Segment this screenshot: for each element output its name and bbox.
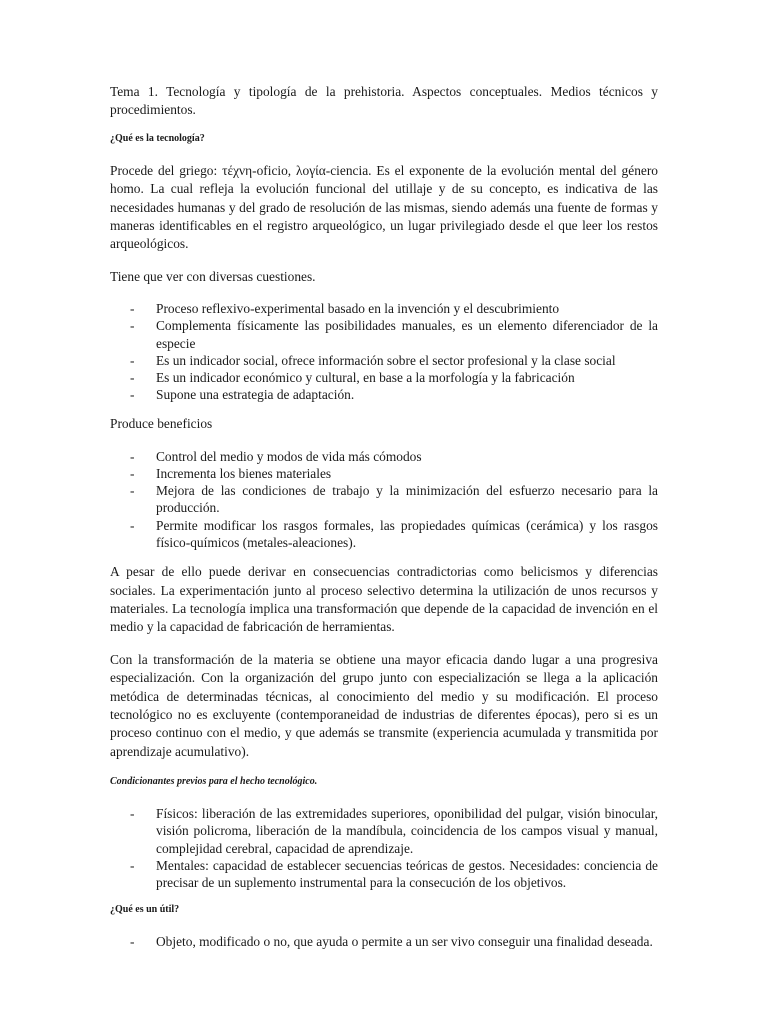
- dash-bullet: -: [130, 466, 135, 482]
- paragraph-consecuencias: A pesar de ello puede derivar en consecuencias contradictorias como belicismos y diferencias sociales. La experimentación junto al proceso selectivo determina la utilización de unos recursos y materiales. La tecnología implica una transformación que depende de la capacidad de invención en el medio y la capacidad de fabricación de herramientas.: [110, 564, 658, 635]
- dash-bullet: -: [130, 370, 135, 386]
- dash-bullet: -: [130, 301, 135, 317]
- dash-bullet: -: [130, 387, 135, 403]
- list-item: - Físicos: liberación de las extremidades superiores, oponibilidad del pulgar, visión binocular, visión policroma, liberación de la mandíbula, coincidencia de los campos visual y manual, complejidad cerebral, capacidad de aprendizaje.: [130, 806, 658, 856]
- paragraph-beneficios-label: Produce beneficios: [110, 416, 213, 432]
- dash-bullet: -: [130, 448, 135, 464]
- section-heading-tecnologia: ¿Qué es la tecnología?: [110, 132, 205, 144]
- list-item: - Es un indicador económico y cultural, en base a la morfología y la fabricación: [130, 370, 575, 386]
- list-item: - Incrementa los bienes materiales: [130, 466, 332, 482]
- document-title: Tema 1. Tecnología y tipología de la prehistoria. Aspectos conceptuales. Medios técnicos y procedimientos.: [110, 84, 658, 118]
- list-util: [110, 933, 658, 950]
- dash-bullet: -: [130, 318, 135, 334]
- paragraph-origen: Procede del griego: τέχνη-oficio, λογία-ciencia. Es el exponente de la evolución mental del género homo. La cual refleja la evolución funcional del utillaje y de su concepto, es indicativa de las necesidades humanas y del grado de resolución de las mismas, siendo además una fuente de formas y maneras identificables en el registro arqueológico, un lugar privilegiado desde el que leer los restos arqueológicos.: [110, 162, 658, 252]
- section-heading-util: ¿Qué es un útil?: [110, 904, 180, 916]
- dash-bullet: -: [130, 517, 135, 533]
- list-item: - Es un indicador social, ofrece información sobre el sector profesional y la clase social: [130, 352, 616, 368]
- paragraph-transformacion: Con la transformación de la materia se obtiene una mayor eficacia dando lugar a una progresiva especialización. Con la organización del grupo junto con especialización se llega a la aplicación metódica de determinadas técnicas, al conocimiento del medio y su modificación. El proceso tecnológico no es excluyente (contemporaneidad de industrias de diferentes épocas), pero si es un proceso continuo con el medio, y que además se transmite (experiencia acumulada y transmitida por aprendizaje acumulativo).: [110, 651, 658, 759]
- dash-bullet: -: [130, 857, 135, 873]
- dash-bullet: -: [130, 352, 135, 368]
- dash-bullet: -: [130, 806, 135, 822]
- list-item: - Permite modificar los rasgos formales, las propiedades químicas (cerámica) y los rasgos físico-químicos (metales-aleaciones).: [130, 517, 658, 550]
- list-item: - Complementa físicamente las posibilidades manuales, es un elemento diferenciador de la especie: [130, 318, 658, 351]
- paragraph-cuestiones: Tiene que ver con diversas cuestiones.: [110, 268, 316, 284]
- list-item: - Objeto, modificado o no, que ayuda o permite a un ser vivo conseguir una finalidad deseada.: [130, 934, 653, 950]
- list-item: - Mentales: capacidad de establecer secuencias teóricas de gestos. Necesidades: conciencia de precisar de un suplemento instrumental para la consecución de los objetivos.: [130, 857, 658, 890]
- list-item: - Mejora de las condiciones de trabajo y la minimización del esfuerzo necesario para la producción.: [130, 483, 658, 516]
- list-cuestiones: [110, 300, 658, 403]
- list-item: - Control del medio y modos de vida más cómodos: [130, 448, 422, 464]
- list-beneficios: [110, 448, 658, 551]
- list-condicionantes: [110, 805, 658, 891]
- dash-bullet: -: [130, 483, 135, 499]
- list-item: - Supone una estrategia de adaptación.: [130, 387, 355, 403]
- list-item: - Proceso reflexivo-experimental basado en la invención y el descubrimiento: [130, 301, 560, 317]
- section-heading-condicionantes: Condicionantes previos para el hecho tecnológico.: [110, 776, 318, 788]
- dash-bullet: -: [130, 934, 135, 950]
